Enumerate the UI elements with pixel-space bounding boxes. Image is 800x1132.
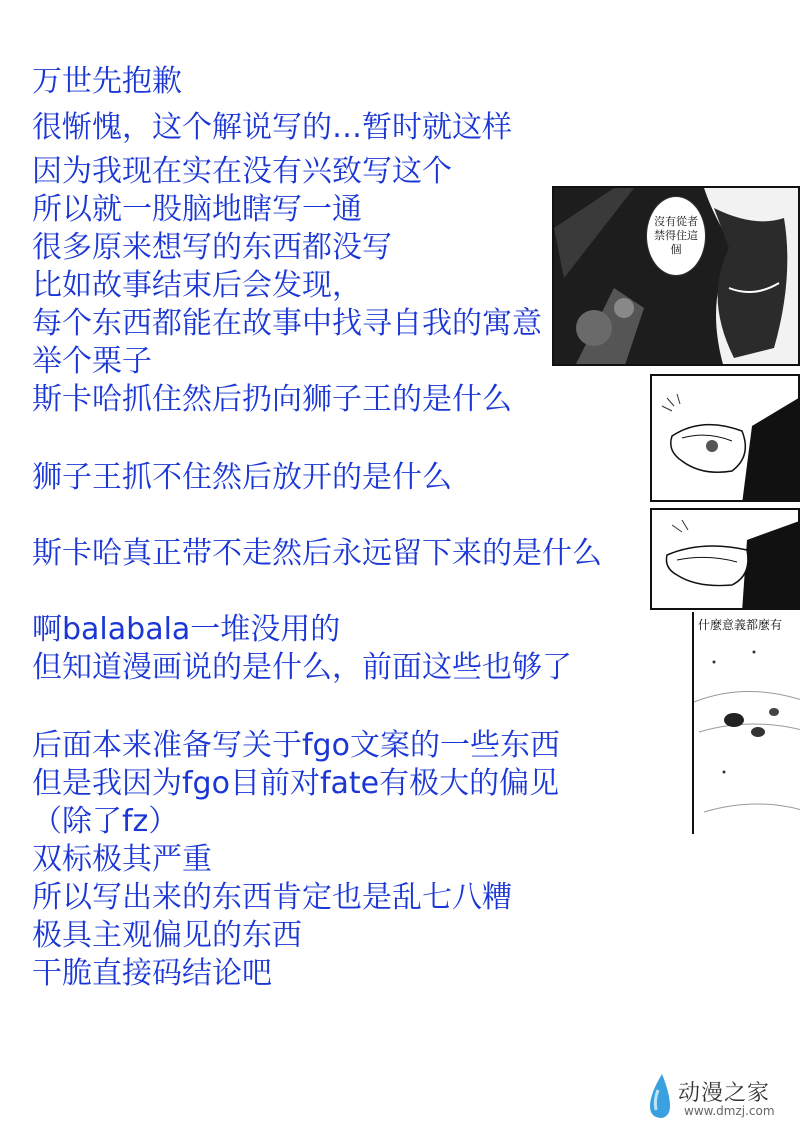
- text-line: 斯卡哈抓住然后扔向狮子王的是什么: [32, 382, 512, 417]
- text-line: 因为我现在实在没有兴致写这个: [32, 154, 452, 189]
- text-line: 比如故事结束后会发现，: [32, 268, 362, 303]
- text-line: 极具主观偏见的东西: [32, 918, 302, 953]
- watermark-url: www.dmzj.com: [684, 1104, 775, 1118]
- text-line: 但是我因为fgo目前对fate有极大的偏见: [32, 766, 560, 801]
- text-line: 但知道漫画说的是什么，前面这些也够了: [32, 650, 572, 685]
- text-line: 狮子王抓不住然后放开的是什么: [32, 460, 452, 495]
- text-line: 斯卡哈真正带不走然后永远留下来的是什么: [32, 536, 602, 571]
- manga-panel-3: [650, 508, 800, 610]
- watermark-name: 动漫之家: [678, 1081, 771, 1106]
- speech-bubble: 沒有從者禁得住這個: [646, 196, 706, 276]
- text-line: （除了fz）: [32, 804, 179, 839]
- manga-panel-1: [552, 186, 800, 366]
- text-line: 每个东西都能在故事中找寻自我的寓意: [32, 306, 542, 341]
- text-line: 很多原来想写的东西都没写: [32, 230, 392, 265]
- manga-panel-3-art: [652, 510, 800, 610]
- text-line: 所以就一股脑地瞎写一通: [32, 192, 362, 227]
- text-line: 啊balabala一堆没用的: [32, 612, 341, 647]
- drop-icon: [644, 1072, 674, 1122]
- text-line: 所以写出来的东西肯定也是乱七八糟: [32, 880, 512, 915]
- text-line: 干脆直接码结论吧: [32, 956, 272, 991]
- panel-caption: 什麼意義都麼有: [698, 618, 783, 632]
- manga-panel-2: [650, 374, 800, 502]
- text-line: 万世先抱歉: [32, 64, 182, 99]
- manga-panel-4: [692, 612, 800, 834]
- text-line: 后面本来准备写关于fgo文案的一些东西: [32, 728, 560, 763]
- watermark-logo: [644, 1072, 794, 1122]
- text-line: 很惭愧，这个解说写的…暂时就这样: [32, 110, 512, 145]
- text-line: 双标极其严重: [32, 842, 212, 877]
- manga-panel-2-art: [652, 376, 800, 502]
- manga-panel-4-art: [694, 612, 800, 834]
- text-line: 举个栗子: [32, 344, 152, 379]
